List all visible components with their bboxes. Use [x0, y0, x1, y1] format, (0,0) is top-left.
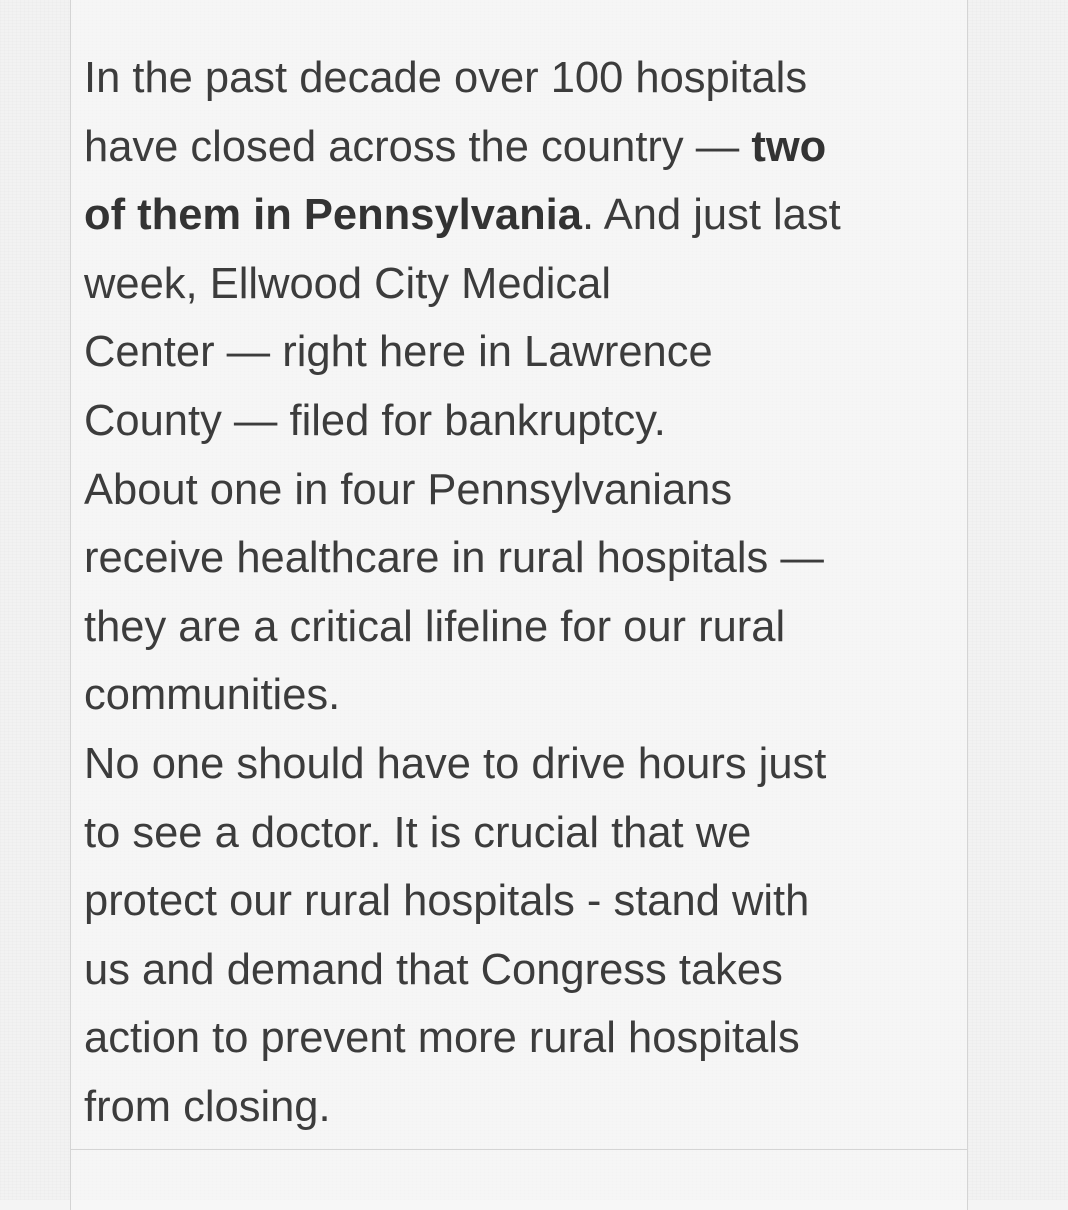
- note-line-12: [84, 799, 954, 868]
- note-text: week, Ellwood City Medical: [84, 259, 612, 308]
- note-line-3: [84, 181, 954, 250]
- note-line-7: [84, 456, 954, 525]
- note-line-16: [84, 1073, 954, 1142]
- note-text: from closing.: [84, 1082, 331, 1131]
- note-text: to see a doctor. It is crucial that we: [84, 808, 752, 857]
- note-text: receive healthcare in rural hospitals —: [84, 534, 824, 583]
- note-text-bold: two: [751, 122, 827, 171]
- note-line-11: [84, 730, 954, 799]
- note-line-4: [84, 250, 954, 319]
- note-line-10: [84, 661, 954, 730]
- note-line-1: [84, 44, 954, 113]
- note-text: have closed across the country —: [84, 122, 752, 171]
- note-text: No one should have to drive hours just: [84, 739, 827, 788]
- note-text: protect our rural hospitals - stand with: [84, 877, 810, 926]
- note-line-14: [84, 936, 954, 1005]
- note-text: Center — right here in Lawrence: [84, 328, 713, 377]
- note-footer: [70, 1150, 968, 1210]
- note-text: us and demand that Congress takes: [84, 945, 783, 994]
- note-text: In the past decade over 100 hospitals: [84, 54, 808, 102]
- note-line-2: [84, 113, 954, 182]
- note-body[interactable]: [84, 44, 954, 1142]
- note-line-15: [84, 1004, 954, 1073]
- note-text-bold: of them in Pennsylvania: [84, 191, 582, 240]
- note-line-13: [84, 867, 954, 936]
- note-line-5: [84, 318, 954, 387]
- note-text: action to prevent more rural hospitals: [84, 1014, 800, 1063]
- note-line-9: [84, 593, 954, 662]
- note-line-8: [84, 524, 954, 593]
- note-text: they are a critical lifeline for our rural: [84, 602, 786, 651]
- note-text: County — filed for bankruptcy.: [84, 396, 666, 445]
- note-text: . And just last: [581, 191, 841, 240]
- note-text: About one in four Pennsylvanians: [84, 465, 733, 514]
- note-text: communities.: [84, 671, 341, 720]
- note-line-6: [84, 387, 954, 456]
